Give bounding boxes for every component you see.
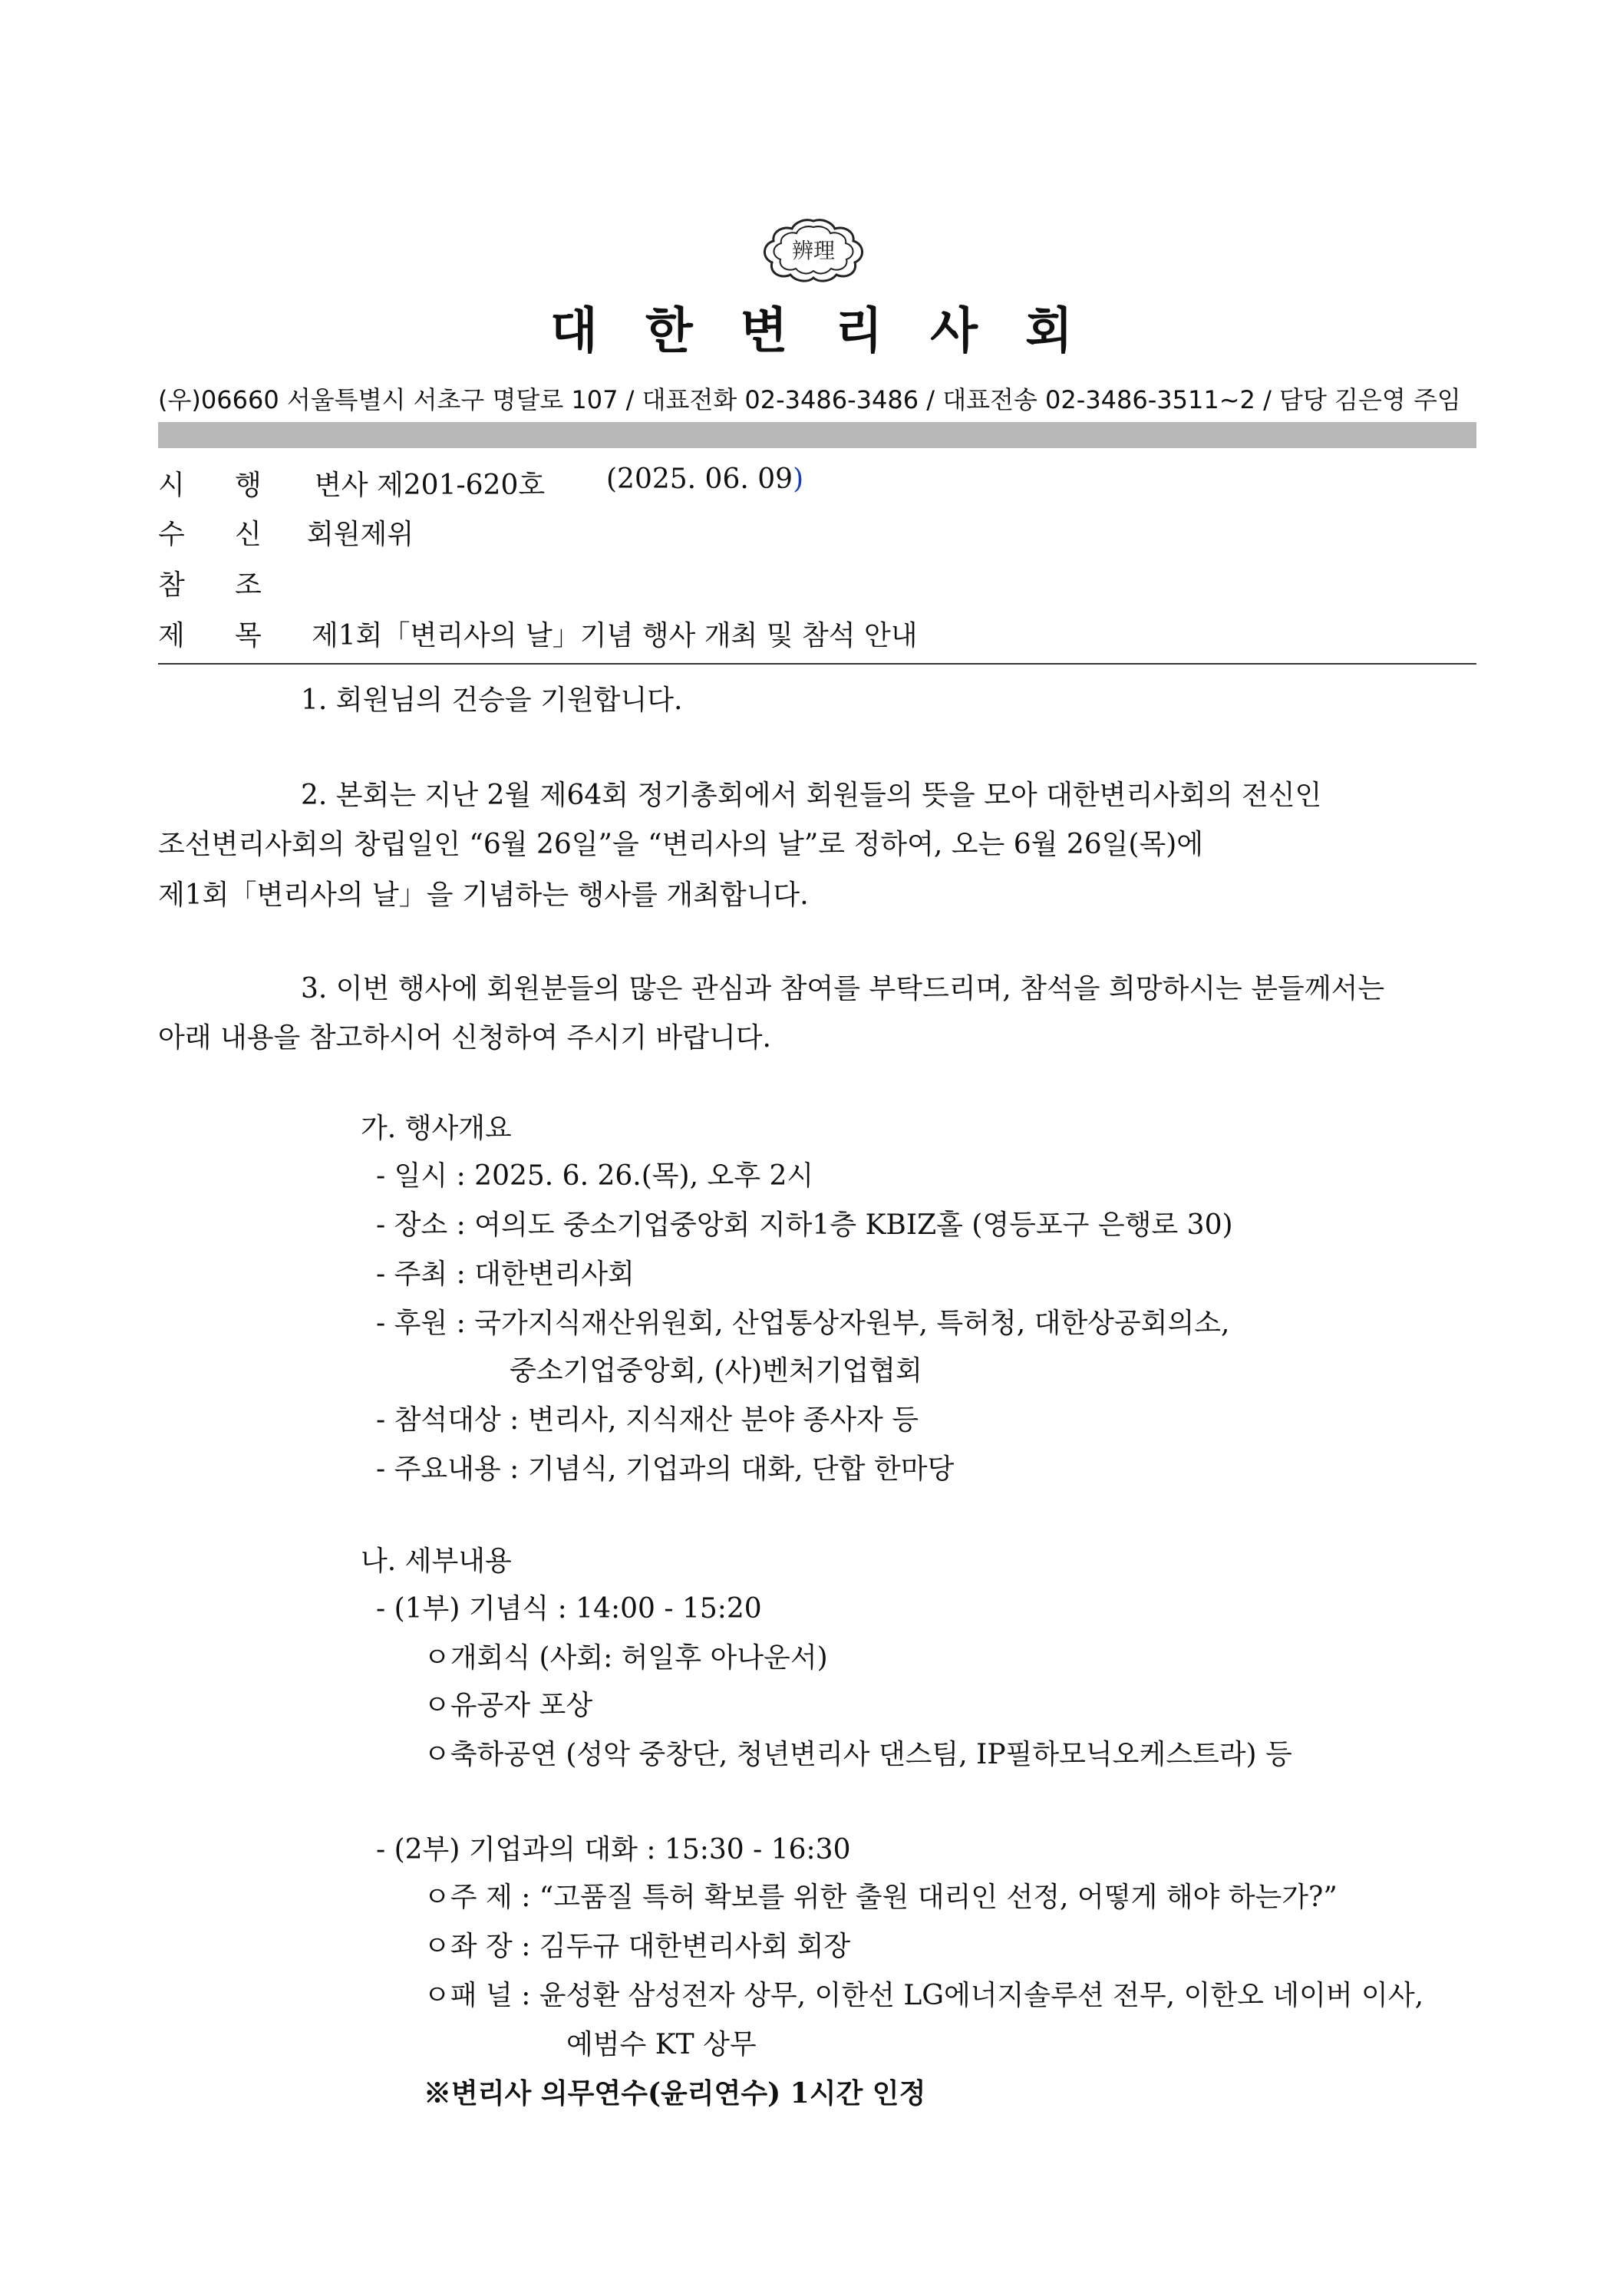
meta-issue-date (606, 463, 803, 495)
meta-subject-value: 제1회「변리사의 날」기념 행사 개최 및 참석 안내 (312, 620, 918, 652)
paragraph-3-line-1: 3. 이번 행사에 회원분들의 많은 관심과 참여를 부탁드리며, 참석을 희망하시는 분들께서는 (301, 973, 1385, 1004)
meta-issue-number: 변사 제201-620호 (315, 470, 546, 501)
meta-divider-line (158, 663, 1476, 665)
part-2-item-panel: ㅇ패 널 : 윤성환 삼성전자 상무, 이한선 LG에너지솔루션 전무, 이한오 네이버 이사, (424, 1980, 1424, 2011)
header-divider-bar (158, 422, 1476, 448)
meta-subject-label-1: 제 (158, 620, 185, 652)
meta-reference-label-1: 참 (158, 569, 185, 601)
paragraph-3-line-2: 아래 내용을 참고하시어 신청하여 주시기 바랍니다. (158, 1022, 771, 1054)
section-a-item-program: - 주요내용 : 기념식, 기업과의 대화, 단합 한마당 (376, 1453, 955, 1485)
part-2-item-chair: ㅇ좌 장 : 김두규 대한변리사회 회장 (424, 1931, 851, 1962)
organization-name: 대한변리사회 (550, 303, 1120, 360)
association-logo-icon (760, 216, 867, 282)
paragraph-2-line-3: 제1회「변리사의 날」을 기념하는 행사를 개최합니다. (158, 879, 809, 911)
meta-reference-label-2: 조 (235, 569, 262, 601)
part-2-title: - (2부) 기업과의 대화 : 15:30 - 16:30 (376, 1834, 851, 1866)
meta-issue-label-2: 행 (235, 470, 262, 501)
meta-subject-label-2: 목 (235, 620, 262, 652)
svg-text:辨理: 辨理 (791, 238, 836, 263)
part-1-item-performance: ㅇ축하공연 (성악 중창단, 청년변리사 댄스팀, IP필하모닉오케스트라) 등 (424, 1739, 1292, 1770)
part-1-title: - (1부) 기념식 : 14:00 - 15:20 (376, 1593, 762, 1625)
paragraph-1: 1. 회원님의 건승을 기원합니다. (301, 685, 683, 716)
meta-recipient-label-2: 신 (235, 519, 262, 550)
meta-recipient-value: 회원제위 (307, 519, 414, 550)
meta-recipient-label-1: 수 (158, 519, 185, 550)
issue-date-close: ) (793, 463, 804, 495)
part-1-item-opening: ㅇ개회식 (사회: 허일후 아나운서) (424, 1642, 828, 1674)
organization-address: (우)06660 서울특별시 서초구 명달로 107 / 대표전화 02-3486-3486 / 대표전송 02-3486-3511~2 / 담당 김은영 주임 (158, 385, 1461, 414)
section-a-item-sponsor: - 후원 : 국가지식재산위원회, 산업통상자원부, 특허청, 대한상공회의소, (376, 1308, 1230, 1339)
continuing-education-note: ※변리사 의무연수(윤리연수) 1시간 인정 (424, 2077, 926, 2110)
section-a-item-sponsor-cont: 중소기업중앙회, (사)벤처기업협회 (510, 1355, 922, 1387)
issue-date-text: (2025. 06. 09 (606, 463, 793, 495)
section-a-item-venue: - 장소 : 여의도 중소기업중앙회 지하1층 KBIZ홀 (영등포구 은행로 30) (376, 1209, 1233, 1241)
section-a-item-host: - 주최 : 대한변리사회 (376, 1259, 635, 1290)
part-1-item-awards: ㅇ유공자 포상 (424, 1690, 593, 1721)
part-2-item-panel-cont: 예범수 KT 상무 (566, 2029, 757, 2060)
section-b-title: 나. 세부내용 (361, 1546, 512, 1577)
section-a-item-date: - 일시 : 2025. 6. 26.(목), 오후 2시 (376, 1160, 814, 1192)
paragraph-2-line-1: 2. 본회는 지난 2월 제64회 정기총회에서 회원들의 뜻을 모아 대한변리사회의 전신인 (301, 780, 1322, 811)
meta-issue-label-1: 시 (158, 470, 185, 501)
part-2-item-topic: ㅇ주 제 : “고품질 특허 확보를 위한 출원 대리인 선정, 어떻게 해야 하는가?” (424, 1882, 1338, 1913)
paragraph-2-line-2: 조선변리사회의 창립일인 “6월 26일”을 “변리사의 날”로 정하여, 오는 6월 26일(목)에 (158, 829, 1204, 860)
section-a-item-attendees: - 참석대상 : 변리사, 지식재산 분야 종사자 등 (376, 1404, 919, 1436)
section-a-title: 가. 행사개요 (361, 1113, 512, 1144)
